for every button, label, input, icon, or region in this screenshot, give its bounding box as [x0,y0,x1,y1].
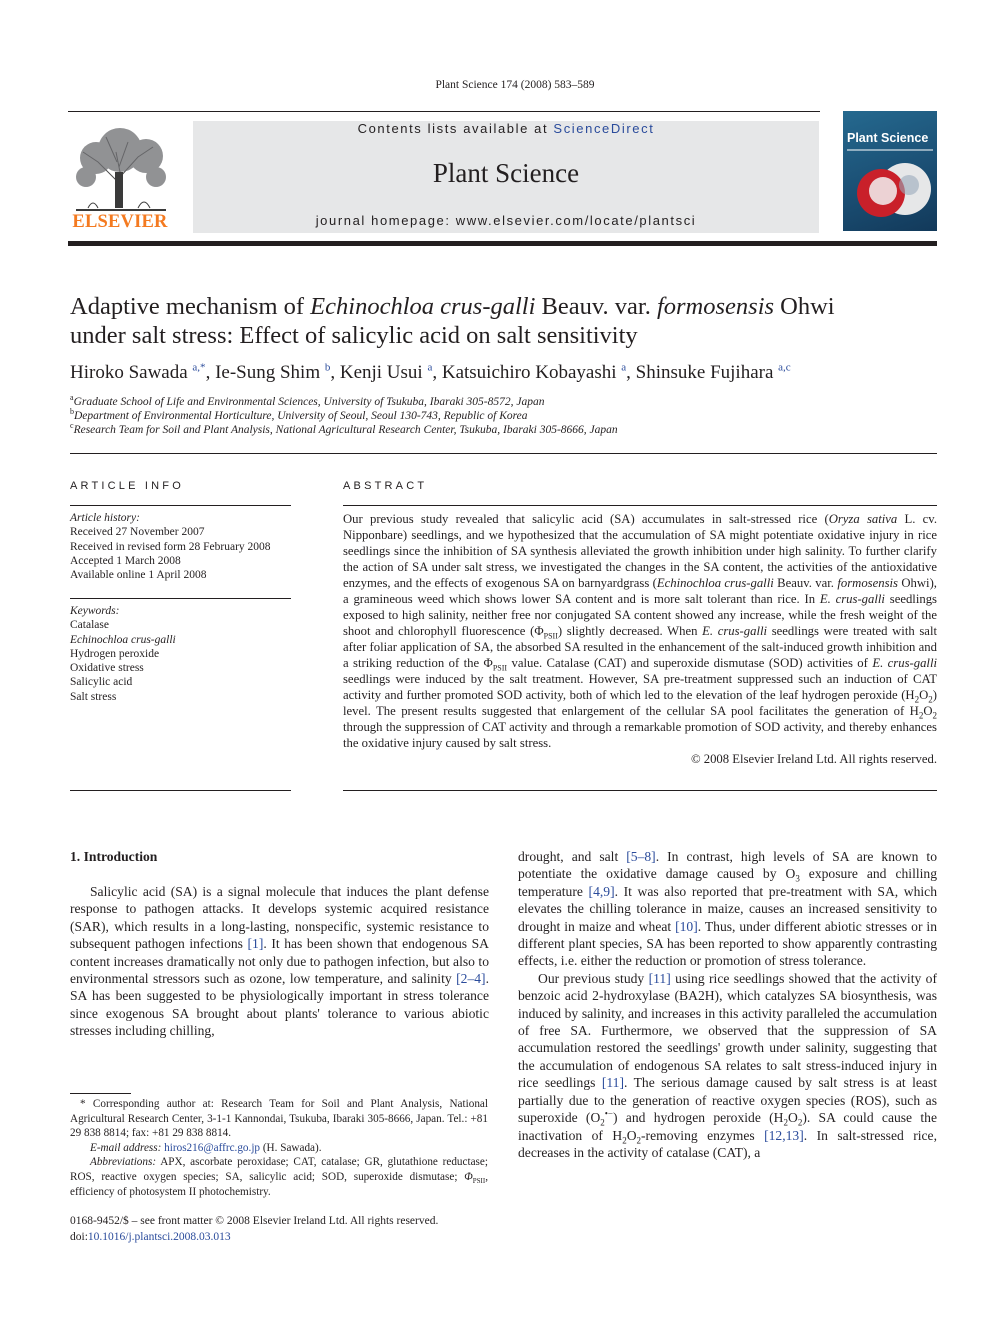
article-info-heading: ARTICLE INFO [70,480,184,492]
author-affiliation-mark[interactable]: b [324,361,331,374]
asterisk-mark: * [80,1098,86,1110]
author[interactable]: Hiroko Sawada [70,362,188,383]
doi-link[interactable]: 10.1016/j.plantsci.2008.03.013 [87,1231,231,1243]
journal-cover-image [843,111,937,231]
author-affiliation-mark[interactable]: a,* [192,361,206,374]
abstract-body: Our previous study revealed that salicylic acid (SA) accumulates in salt-stressed rice (Oryza sativa L. cv. Nipponbare) seedlings, and we hypothesized that the accumulation of SA might potentiate oxidative injury in rice seedlings since the inhibition of SA synthesis alleviated the growth inhibition under high salinity. To further clarify the action of SA under salt stress, we investigated the changes in the SA content, the activities of the antioxidative enzymes, and the effects of exogenous SA on barnyardgrass (Echinochloa crus-galli Beauv. var. formosensis Ohwi), a gramineous weed which shows lower SA content and is more salt tolerant than rice. In E. crus-galli seedlings exposed to high salinity, neither free nor conjugated SA content showed any increase, while the fresh weight of the shoot and chlorophyll fluorescence $(\Phi_{PSII})$ slightly decreased. When E. crus-galli seedlings were treated with salt after foliar application of SA, the absorbed SA resulted in the enhancement of the salt-induced growth inhibition and a striking reduction of the $\Phi_{PSII}$ value. Catalase (CAT) and superoxide dismutase (SOD) activities of E. crus-galli seedlings were induced by the salt treatment. However, SA pre-treatment suppressed such an induction of CAT activity and further promoted SOD activity, both of which led to the elevation of the leaf hydrogen peroxide $(H_2O_2)$ level. The present results suggested that enlargement of the cellular SA pool facilitates the generation of $H_2O_2$ through the suppression of CAT activity and through a remarkable promotion of SOD activity, and thereby enhances the oxidative injury caused by salt stress. © 2008 Elsevier Ireland Ltd. All rights reserved. [343,512,938,766]
introduction-column-left: Salicylic acid (SA) is a signal molecule that induces the plant defense response to pathogen attacks. It develops systemic acquired resistance (SAR), which results in a long-lasting, nonspecific, systemic resistance to subsequent pathogen infections [1]. It has been shown that endogenous SA content increases dramatically not only due to pathogen infection, but also to environmental stressors such as ozone, low temperature, and salinity [2–4]. SA has been suggested to be physiologically important in stress tolerance since exogenous SA brought about plants' tolerance to various abiotic stresses including chilling, [70,884,489,1039]
author-affiliation-mark[interactable]: a [427,361,433,374]
affiliation: $^b$Department of Environmental Horticulture, University of Seoul, Seoul 130-743, Republic of Korea [70,407,528,422]
header-rule [68,111,820,112]
author-affiliation-mark[interactable]: a,c [778,361,791,374]
journal-citation: Plant Science 174 (2008) 583–589 [435,79,595,91]
cover-illustration [843,111,937,231]
affiliation: $^c$Research Team for Soil and Plant Analysis, National Agricultural Research Center, Tsukuba, Ibaraki 305-8666, Japan [70,421,618,436]
article-history: Article history: Received 27 November 2007 Received in revised form 28 February 2008 Accepted 1 March 2008 Available online 1 April 2008 [70,512,271,582]
introduction-column-right: drought, and salt [5–8]. In contrast, high levels of SA are known to potentiate the oxidative damage caused by $O_3$ exposure and chilling temperature [4,9]. It was also reported that pre-treatment with SA, which elevates the chilling tolerance in maize, causes an increased sensitivity to drought in maize and wheat [10]. Thus, under different abiotic stresses or in different plant species, SA has been reported to show apparently contrasting effects, i.e. either the reduction or promotion of stress tolerance. Our previous study [11] using rice seedlings showed that the activity of benzoic acid 2-hydroxylase (BA2H), which catalyzes SA biosynthesis, was induced by salinity, and increases in this activity paralleled the accumulation of free SA. Furthermore, we observed that the suppression of SA accumulation restored the seedlings' growth under salinity, suggesting that the accumulation of endogenous SA relates to salt stress-induced injury in rice seedlings [11]. The serious damage caused by salt stress is at least partially due to the generation of reactive oxygen species (ROS), such as superoxide $(O_2^{•-})$ and hydrogen peroxide $(H_2O_2)$. SA could cause the inactivation of $H_2O_2$-removing enzymes [12,13]. In salt-stressed rice, decreases in the activity of catalase (CAT), a [518,849,938,1160]
issn-doi-block: 0168-9452/$ – see front matter © 2008 Elsevier Ireland Ltd. All rights reserved. doi:10.1016/j.plantsci.2008.03.013 [70,1215,439,1243]
author[interactable]: Katsuichiro Kobayashi [441,362,617,383]
section-rule [70,453,937,454]
article-title: Adaptive mechanism of Echinochloa crus-galli Beauv. var. formosensis Ohwi under salt stress: Effect of salicylic acid on salt sensitivity [70,293,835,349]
keywords: Keywords: Catalase Echinochloa crus-galli Hydrogen peroxide Oxidative stress Salicylic acid Salt stress [70,605,176,703]
abstract-heading: ABSTRACT [343,480,428,492]
abstract-rule [343,505,937,506]
header-thick-rule [68,241,937,246]
journal-name: Plant Science [432,158,580,188]
footnotes: * Corresponding author at: Research Team for Soil and Plant Analysis, National Agricultural Research Center, 3-1-1 Kannondai, Tsukuba, Ibaraki 305-8666, Japan. Tel.: +81 29 838 8814; fax: +81 29 838 8814. E-mail address: hiros216@affrc.go.jp (H. Sawada). Abbreviations: APX, ascorbate peroxidase; CAT, catalase; GR, glutathione reductase; ROS, reactive oxygen species; SA, salicylic acid; SOD, superoxide dismutase; $\Phi_{PSII}$, efficiency of photosystem II photochemistry. [70,1098,488,1198]
abstract-rule [343,790,937,791]
author[interactable]: Shinsuke Fujihara [635,362,774,383]
cover-title: Plant Science [847,131,929,145]
article-info-rule [70,598,291,599]
author[interactable]: Kenji Usui [339,362,423,383]
contents-available-line: Contents lists available at ScienceDirect [357,121,655,136]
affiliation: $^a$Graduate School of Life and Environmental Sciences, University of Tsukuba, Ibaraki 305-8572, Japan [70,393,545,408]
elsevier-wordmark: ELSEVIER [72,212,168,232]
article-info-rule [70,790,291,791]
email-link[interactable]: hiros216@affrc.go.jp [164,1141,261,1154]
author-affiliation-mark[interactable]: a [621,361,627,374]
author-list: Hiroko Sawada $^{a,*}$, Ie-Sung Shim $^b$, Kenji Usui $^a$, Katsuichiro Kobayashi $^a$, Shinsuke Fujihara $^{a,c}$ [70,361,791,383]
author[interactable]: Ie-Sung Shim [215,362,321,383]
abstract-copyright: © 2008 Elsevier Ireland Ltd. All rights reserved. [690,752,937,766]
article-info-rule [70,505,291,506]
journal-homepage[interactable]: journal homepage: www.elsevier.com/locate/plantsci [315,213,697,228]
sciencedirect-link[interactable]: ScienceDirect [553,121,655,136]
introduction-heading: 1. Introduction [70,849,158,864]
footnote-rule [70,1093,131,1094]
